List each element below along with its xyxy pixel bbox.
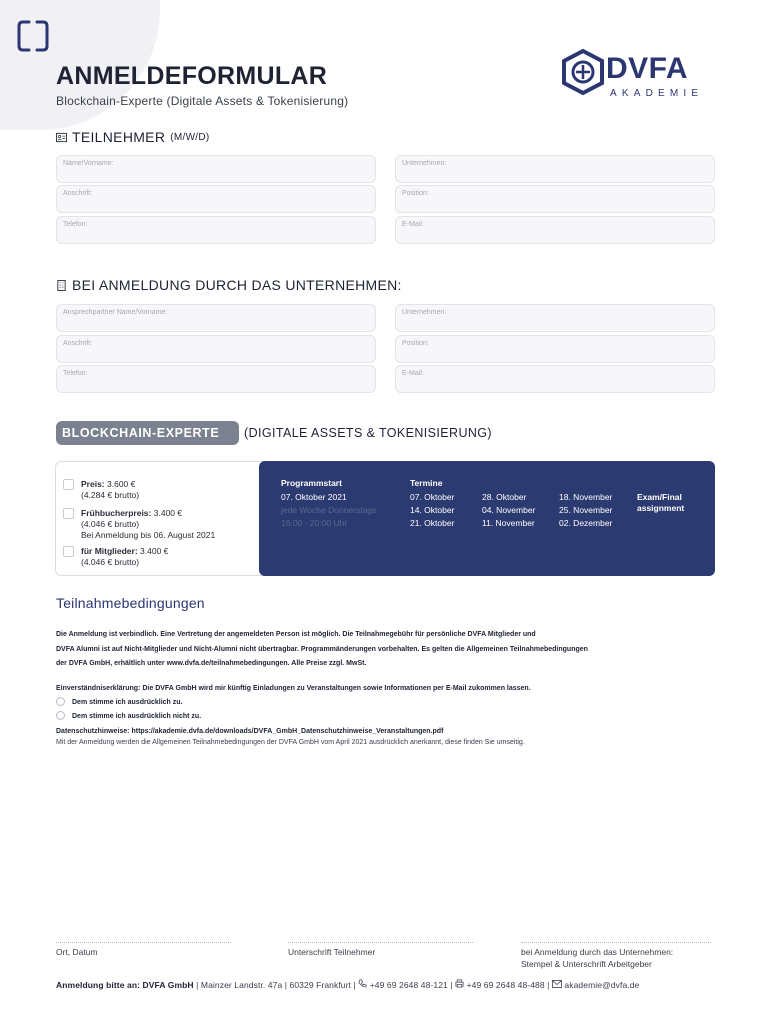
participant-email-field[interactable]	[395, 216, 715, 244]
exam-label-2: assignment	[637, 503, 685, 513]
early-price-option	[81, 508, 215, 541]
price-label: Preis:	[81, 479, 105, 489]
price-option	[81, 479, 139, 501]
date-item: 04. November	[482, 505, 536, 515]
field-label: Telefon:	[63, 370, 88, 377]
program-start-date: 07. Oktober 2021	[281, 492, 347, 502]
company-company-field[interactable]	[395, 304, 715, 332]
id-card-icon	[56, 132, 67, 143]
footer	[56, 979, 639, 990]
logo-wordmark: DVFA	[606, 52, 689, 85]
consent-text: Einverständniserklärung: Die DVFA GmbH wird mir künftig Einladungen zu Veranstaltungen sowie Informationen per E-Mail zukommen lassen.	[56, 685, 531, 692]
early-price-value: 3.400 €	[153, 508, 183, 518]
conditions-text: DVFA Alumni ist auf Nicht-Mitglieder und Nicht-Alumni nicht übertragbar. Programmänderungen vorbehalten. Es gelten die Allgemeinen Teilnahmebedingungen	[56, 646, 588, 653]
exam-label: Exam/Final	[637, 492, 682, 502]
participant-name-field[interactable]	[56, 155, 376, 183]
place-date-label: Ort, Datum	[56, 947, 98, 957]
signature-line	[288, 942, 473, 943]
program-start-heading: Programmstart	[281, 478, 342, 488]
company-email-field[interactable]	[395, 365, 715, 393]
price-checkbox[interactable]	[63, 479, 74, 490]
fax-icon	[455, 979, 464, 988]
dates-heading: Termine	[410, 478, 443, 488]
field-label: E-Mail:	[402, 370, 424, 377]
date-item: 25. November	[559, 505, 613, 515]
program-schedule-day: jede Woche Donnerstags	[281, 505, 377, 515]
date-item: 11. November	[482, 518, 535, 528]
date-item: 21. Oktober	[410, 518, 455, 528]
conditions-heading: Teilnahmebedingungen	[56, 595, 205, 611]
date-item: 02. Dezember	[559, 518, 613, 528]
early-price-deadline: Bei Anmeldung bis 06. August 2021	[81, 530, 216, 540]
mail-icon	[552, 980, 562, 988]
field-label: Telefon:	[63, 221, 88, 228]
page-title: ANMELDEFORMULAR	[56, 62, 328, 90]
company-phone-field[interactable]	[56, 365, 376, 393]
field-label: Name/Vorname:	[63, 160, 114, 167]
privacy-link[interactable]: Datenschutzhinweise: https://akademie.dvfa.de/downloads/DVFA_GmbH_Datenschutzhinweise_Veranstaltungen.pdf	[56, 728, 444, 735]
agree-label: Dem stimme ich ausdrücklich zu.	[72, 699, 183, 706]
date-item: 28. Oktober	[482, 492, 527, 502]
company-position-field[interactable]	[395, 335, 715, 363]
logo-subtitle: AKADEMIE	[610, 88, 704, 99]
footer-email[interactable]: akademie@dvfa.de	[564, 980, 640, 990]
footer-address: | Mainzer Landstr. 47a | 60329 Frankfurt |	[196, 980, 356, 990]
conditions-text: Die Anmeldung ist verbindlich. Eine Vertretung der angemeldeten Person ist möglich. Die Teilnahmegebühr für persönliche DVFA Mitglieder und	[56, 631, 536, 638]
participant-company-field[interactable]	[395, 155, 715, 183]
course-subtitle: (DIGITALE ASSETS & TOKENISIERUNG)	[244, 426, 492, 440]
field-label: Unternehmen:	[402, 160, 447, 167]
date-item: 07. Oktober	[410, 492, 455, 502]
conditions-text: der DVFA GmbH, erhältlich unter www.dvfa.de/teilnahmebedingungen. Alle Preise zzgl. MwSt.	[56, 660, 367, 667]
date-item: 14. Oktober	[410, 505, 455, 515]
participant-signature-label: Unterschrift Teilnehmer	[288, 947, 376, 957]
disagree-radio[interactable]	[56, 711, 65, 720]
participant-address-field[interactable]	[56, 185, 376, 213]
price-gross: (4.284 € brutto)	[81, 490, 140, 500]
field-label: Position:	[402, 340, 429, 347]
company-signature-label: bei Anmeldung durch das Unternehmen:	[521, 947, 674, 957]
member-price-checkbox[interactable]	[63, 546, 74, 557]
footer-lead: Anmeldung bitte an:	[56, 980, 141, 990]
participant-heading-text: TEILNEHMER	[72, 129, 166, 145]
member-price-label: für Mitglieder:	[81, 546, 138, 556]
page-subtitle: Blockchain-Experte (Digitale Assets & Tokenisierung)	[56, 94, 349, 108]
member-price-option	[81, 546, 168, 568]
early-price-label: Frühbucherpreis:	[81, 508, 152, 518]
member-price-gross: (4.046 € brutto)	[81, 557, 140, 567]
footer-org: DVFA GmbH	[142, 980, 194, 990]
field-label: Anschrift:	[63, 340, 93, 347]
company-heading-text: BEI ANMELDUNG DURCH DAS UNTERNEHMEN:	[72, 277, 402, 293]
footer-fax: +49 69 2648 48-488 |	[466, 980, 550, 990]
company-contact-field[interactable]	[56, 304, 376, 332]
participant-heading	[56, 129, 210, 145]
signature-line	[56, 942, 231, 943]
brand-frame-icon	[15, 18, 51, 54]
signature-line	[521, 942, 711, 943]
footer-phone: +49 69 2648 48-121 |	[369, 980, 453, 990]
disagree-label: Dem stimme ich ausdrücklich nicht zu.	[72, 713, 202, 720]
field-label: Ansprechpartner Name/Vorname:	[63, 309, 168, 316]
phone-icon	[358, 979, 367, 988]
company-signature-label-2: Stempel & Unterschrift Arbeitgeber	[521, 959, 652, 969]
agree-radio[interactable]	[56, 697, 65, 706]
date-item: 18. November	[559, 492, 613, 502]
price-value: 3.600 €	[107, 479, 136, 489]
company-heading	[56, 277, 402, 293]
company-address-field[interactable]	[56, 335, 376, 363]
dvfa-logo-icon	[558, 48, 608, 96]
building-icon	[56, 280, 67, 291]
acknowledge-text: Mit der Anmeldung werden die Allgemeinen Teilnahmebedingungen der DVFA GmbH vom April 2021 ausdrücklich anerkannt, diese finden Sie umseitig.	[56, 739, 525, 746]
participant-phone-field[interactable]	[56, 216, 376, 244]
early-price-checkbox[interactable]	[63, 508, 74, 519]
early-price-gross: (4.046 € brutto)	[81, 519, 140, 529]
field-label: Anschrift:	[63, 190, 93, 197]
participant-heading-suffix: (M/W/D)	[170, 131, 210, 143]
course-pill: BLOCKCHAIN-EXPERTE	[56, 421, 239, 445]
program-schedule-time: 16:00 - 20:00 Uhr	[281, 518, 348, 528]
field-label: E-Mail:	[402, 221, 424, 228]
field-label: Position:	[402, 190, 429, 197]
participant-position-field[interactable]	[395, 185, 715, 213]
field-label: Unternehmen:	[402, 309, 447, 316]
member-price-value: 3.400 €	[140, 546, 169, 556]
